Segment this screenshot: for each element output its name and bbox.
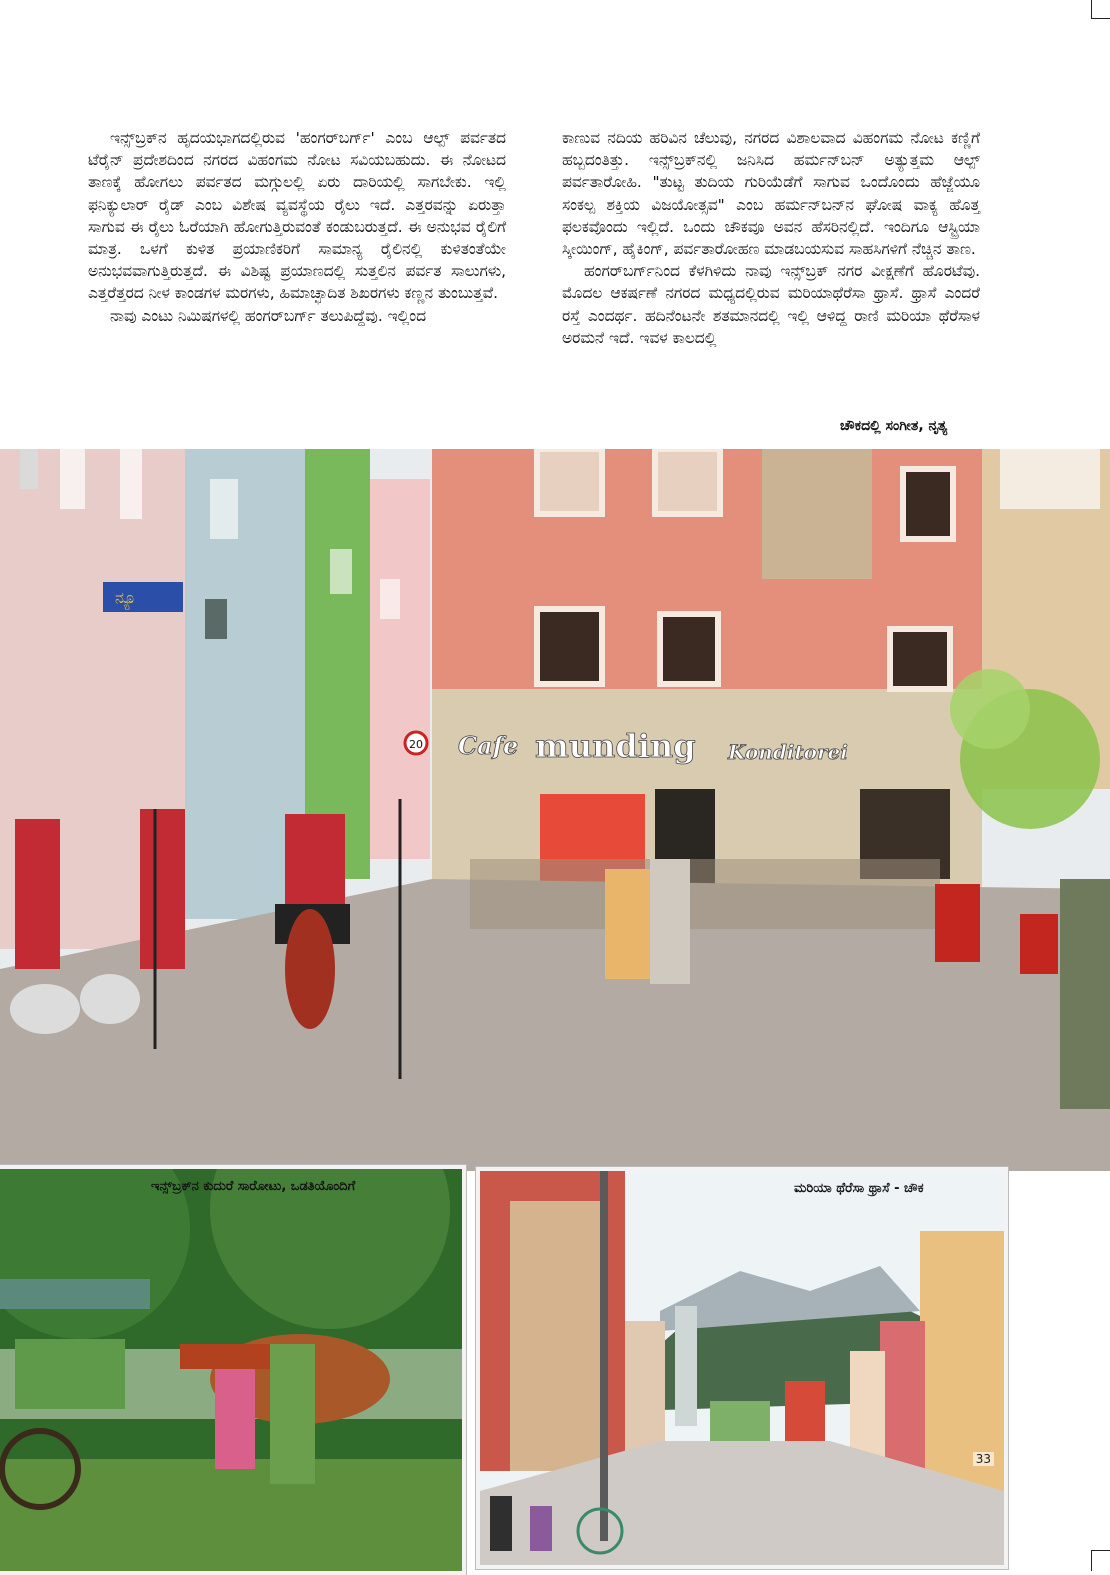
crop-mark [1091, 0, 1092, 18]
carriage-photo [0, 1165, 466, 1575]
paragraph: ಇನ್ಸ್‌ಬ್ರಕ್‌ನ ಹೃದಯಭಾಗದಲ್ಲಿರುವ 'ಹಂಗರ್‌ಬರ್ಗ್' ಎಂಬ ಆಲ್ಪ್ ಪರ್ವತದ ಟೆರೈನ್ ಪ್ರದೇಶದಿಂದ ನಗರದ ವಿಹಂಗಮ ನೋಟ ಸವಿಯಬಹುದು. ಈ ನೋಟದ ತಾಣಕ್ಕೆ ಹೋಗಲು ಪರ್ವತದ ಮಗ್ಗುಲಲ್ಲಿ ಏರು ದಾರಿಯಲ್ಲಿ ಸಾಗಬೇಕು. ಇಲ್ಲಿ ಫನಿಕ್ಯುಲಾರ್ ರೈಡ್ ಎಂಬ ವಿಶೇಷ ವ್ಯವಸ್ಥೆಯ ರೈಲು ಇದೆ. ಎತ್ತರವನ್ನು ಏರುತ್ತಾ ಸಾಗುವ ಈ ರೈಲು ಓರೆಯಾಗಿ ಹೋಗುತ್ತಿರುವಂತೆ ಕಂಡುಬರುತ್ತದೆ. ಈ ಅನುಭವ ರೈಲಿಗೆ ಮಾತ್ರ. ಒಳಗೆ ಕುಳಿತ ಪ್ರಯಾಣಿಕರಿಗೆ ಸಾಮಾನ್ಯ ರೈಲಿನಲ್ಲಿ ಕುಳಿತಂತೆಯೇ ಅನುಭವವಾಗುತ್ತಿರುತ್ತದೆ. ಈ ವಿಶಿಷ್ಟ ಪ್ರಯಾಣದಲ್ಲಿ ಸುತ್ತಲಿನ ಪರ್ವತ ಸಾಲುಗಳು, ಎತ್ತರೆತ್ತರದ ನೀಳ ಕಾಂಡಗಳ ಮರಗಳು, ಹಿಮಾಚ್ಛಾದಿತ ಶಿಖರಗಳು ಕಣ್ಣನ ತುಂಬುತ್ತವೆ. [88, 129, 506, 303]
shop-sign-text: ನ್ಯೂ [115, 588, 137, 607]
street-photo-caption: ಮರಿಯಾ ಥೆರೆಸಾ ಥ್ರಾಸೆ - ಚೌಕ [794, 1181, 924, 1196]
carriage-photo-caption: ಇನ್ಸ್‌ಬ್ರಕ್‌ನ ಕುದುರೆ ಸಾರೋಟು, ಒಡತಿಯೊಂದಿಗೆ [151, 1179, 356, 1194]
paragraph: ಕಾಣುವ ನದಿಯ ಹರಿವಿನ ಚೆಲುವು, ನಗರದ ವಿಶಾಲವಾದ ವಿಹಂಗಮ ನೋಟ ಕಣ್ಣಿಗೆ ಹಬ್ಬದಂತಿತ್ತು. ಇನ್ಸ್‌ಬ್ರಕ್‌ನಲ್ಲಿ ಜನಿಸಿದ ಹರ್ಮನ್‌ಬನ್ ಅತ್ಯುತ್ತಮ ಆಲ್ಪ್ ಪರ್ವತಾರೋಹಿ. "ತುಟ್ಟ ತುದಿಯ ಗುರಿಯೆಡೆಗೆ ಸಾಗುವ ಒಂದೊಂದು ಹೆಜ್ಜೆಯೂ ಸಂಕಲ್ಪ ಶಕ್ತಿಯ ವಿಜಯೋತ್ಸವ" ಎಂಬ ಹರ್ಮನ್‌ಬನ್‌ನ ಘೋಷ ವಾಕ್ಯ ಹೊತ್ತ ಫಲಕವೊಂದು ಇಲ್ಲಿದೆ. ಒಂದು ಚೌಕವೂ ಅವನ ಹೆಸರಿನಲ್ಲಿದೆ. ಇಂದಿಗೂ ಆಸ್ಟ್ರಿಯಾ ಸ್ಕೀಯಿಂಗ್, ಹೈಕಿಂಗ್, ಪರ್ವತಾರೋಹಣ ಮಾಡಬಯಸುವ ಸಾಹಸಿಗಳಿಗೆ ನೆಚ್ಚಿನ ತಾಣ. [562, 129, 980, 259]
speed-limit-sign: 20 [409, 738, 423, 751]
crop-mark [1091, 18, 1110, 19]
article-column-right [562, 127, 980, 349]
munding-sign: munding [535, 727, 696, 765]
article-column-left [88, 127, 506, 327]
page-number: 33 [973, 1452, 994, 1466]
konditorei-sign: Konditorei [728, 740, 848, 764]
crop-mark [1091, 1550, 1110, 1551]
paragraph: ನಾವು ಎಂಟು ನಿಮಿಷಗಳಲ್ಲಿ ಹಂಗರ್‌ಬರ್ಗ್ ತಲುಪಿದ್ದೆವು. ಇಲ್ಲಿಂದ [110, 306, 427, 325]
main-photo [0, 449, 1110, 1171]
cafe-sign: Cafe [458, 731, 519, 760]
maria-theresa-street-photo [476, 1167, 1008, 1569]
paragraph: ಹಂಗರ್‌ಬರ್ಗ್‌ನಿಂದ ಕೆಳಗಿಳಿದು ನಾವು ಇನ್ಸ್‌ಬ್ರಕ್ ನಗರ ವೀಕ್ಷಣೆಗೆ ಹೊರಟೆವು. ಮೊದಲ ಆಕರ್ಷಣೆ ನಗರದ ಮಧ್ಯದಲ್ಲಿರುವ ಮರಿಯಾಥೆರೆಸಾ ಥ್ರಾಸೆ. ಥ್ರಾಸೆ ಎಂದರೆ ರಸ್ತೆ ಎಂದರ್ಥ. ಹದಿನೆಂಟನೇ ಶತಮಾನದಲ್ಲಿ ಇಲ್ಲಿ ಆಳಿದ್ದ ರಾಣಿ ಮರಿಯಾ ಥೆರೆಸಾಳ ಅರಮನೆ ಇದೆ. ಇವಳ ಕಾಲದಲ್ಲಿ [562, 262, 980, 347]
crop-mark [1091, 1550, 1092, 1571]
main-photo-caption: ಚೌಕದಲ್ಲಿ ಸಂಗೀತ, ನೃತ್ಯ [840, 418, 948, 434]
